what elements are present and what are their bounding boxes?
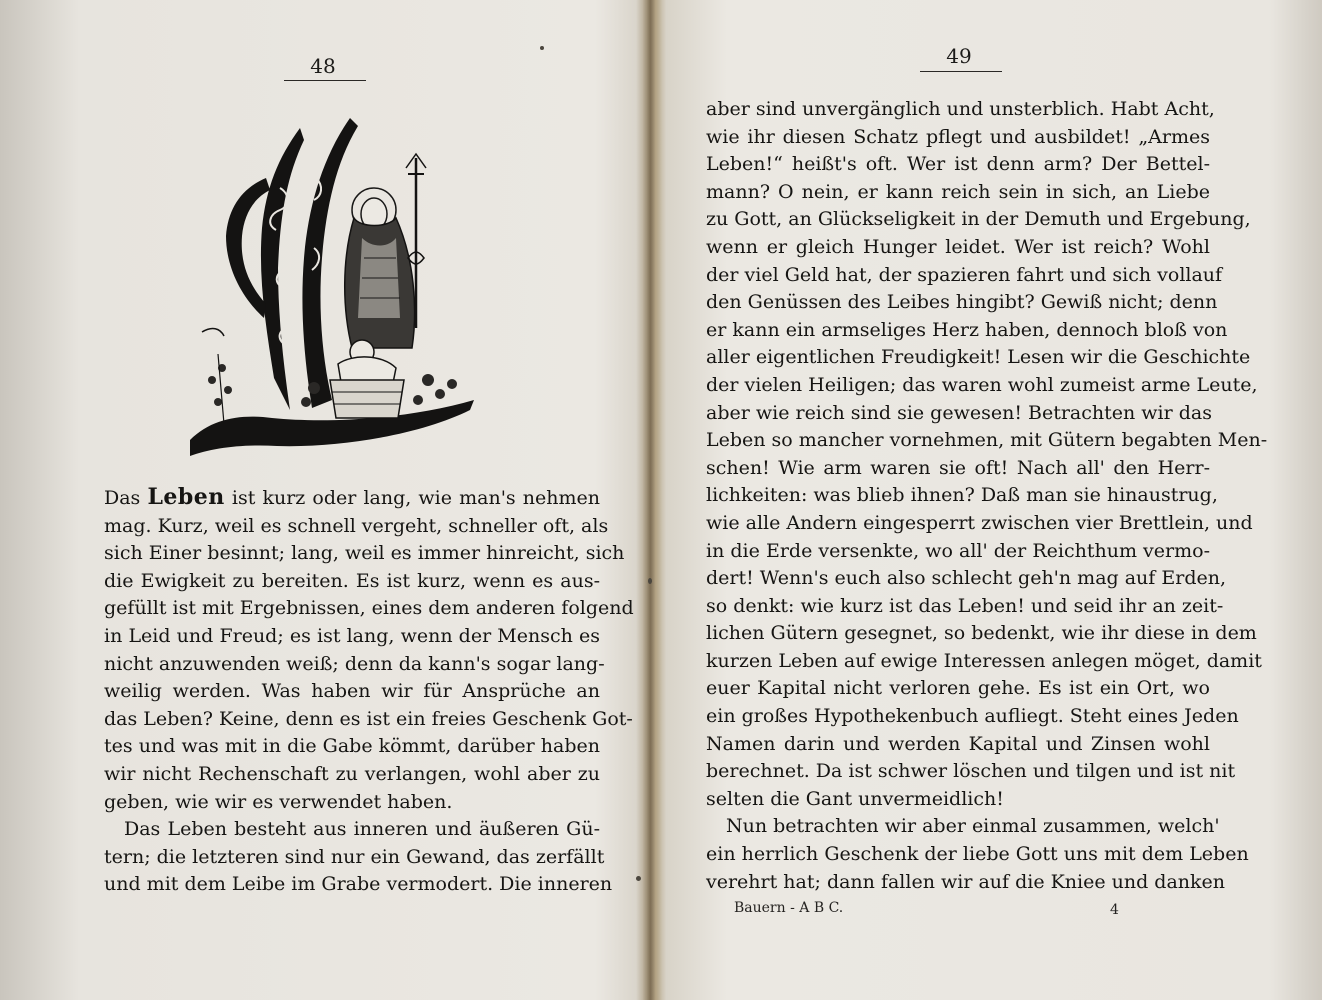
text-line: die Ewigkeit zu bereiten. Es ist kurz, wenn es aus- xyxy=(104,569,600,592)
text-line: weilig werden. Was haben wir für Ansprüche an xyxy=(104,680,600,703)
text-line: sich Einer besinnt; lang, weil es immer hinreicht, sich xyxy=(104,542,625,565)
page-number-right: 49 xyxy=(946,44,972,68)
text-line: aller eigentlichen Freudigkeit! Lesen wir die Geschichte xyxy=(706,346,1251,369)
text-line: dert! Wenn's euch also schlecht geh'n mag auf Erden, xyxy=(706,567,1227,590)
text-line: kurzen Leben auf ewige Interessen anlegen möget, damit xyxy=(706,649,1262,672)
decorated-initial-illustration xyxy=(182,118,482,458)
text-line: das Leben? Keine, denn es ist ein freies Geschenk Got- xyxy=(104,707,633,730)
text-line: mag. Kurz, weil es schnell vergeht, schneller oft, als xyxy=(104,514,609,537)
text-line: in Leid und Freud; es ist lang, wenn der Mensch es xyxy=(104,624,600,647)
text-line: mann? O nein, er kann reich sein in sich, an Liebe xyxy=(706,180,1210,203)
text-line: Das Leben ist kurz oder lang, wie man's nehmen xyxy=(104,484,600,510)
text-line: Das Leben besteht aus inneren und äußeren Gü- xyxy=(124,818,600,841)
text-line: lichkeiten: was blieb ihnen? Daß man sie hinaustrug, xyxy=(706,484,1218,507)
paper-speck xyxy=(636,876,641,881)
paper-speck xyxy=(540,46,544,50)
text-line: schen! Wie arm waren sie oft! Nach all' den Herr- xyxy=(706,456,1210,479)
text-line: wenn er gleich Hunger leidet. Wer ist reich? Wohl xyxy=(706,235,1210,258)
text-line: Leben so mancher vornehmen, mit Gütern begabten Men- xyxy=(706,429,1268,452)
text-line: aber sind unvergänglich und unsterblich. Habt Acht, xyxy=(706,98,1215,120)
signature-mark: Bauern - A B C. xyxy=(734,900,844,916)
text-line: wie alle Andern eingesperrt zwischen vier Brettlein, und xyxy=(706,511,1253,534)
text-line: und mit dem Leibe im Grabe vermodert. Die inneren xyxy=(104,873,613,896)
text-line: wie ihr diesen Schatz pflegt und ausbildet! „Armes xyxy=(706,125,1210,148)
gathering-number: 4 xyxy=(1110,902,1119,918)
drop-word-leben: Leben xyxy=(147,484,225,510)
text-line: der vielen Heiligen; das waren wohl zumeist arme Leute, xyxy=(706,373,1258,396)
text-line: wir nicht Rechenschaft zu verlangen, wohl aber zu xyxy=(104,762,600,785)
text-line: ein herrlich Geschenk der liebe Gott uns mit dem Leben xyxy=(706,843,1249,866)
text-line: tes und was mit in die Gabe kömmt, darüber haben xyxy=(104,735,600,758)
text-line: aber wie reich sind sie gewesen! Betrachten wir das xyxy=(706,401,1212,424)
text-line: zu Gott, an Glückseligkeit in der Demuth und Ergebung, xyxy=(706,208,1251,231)
header-rule-right xyxy=(920,71,1002,72)
text-line: geben, wie wir es verwendet haben. xyxy=(104,790,453,813)
text-line: so denkt: wie kurz ist das Leben! und seid ihr an zeit- xyxy=(706,594,1224,617)
text-line: er kann ein armseliges Herz haben, dennoch bloß von xyxy=(706,318,1228,341)
text-line: Leben!“ heißt's oft. Wer ist denn arm? Der Bettel- xyxy=(706,153,1210,176)
page-number-left: 48 xyxy=(310,54,336,78)
text-line: nicht anzuwenden weiß; denn da kann's sogar lang- xyxy=(104,652,605,675)
text-line: euer Kapital nicht verloren gehe. Es ist ein Ort, wo xyxy=(706,677,1210,700)
text-line: Nun betrachten wir aber einmal zusammen, welch' xyxy=(726,815,1220,838)
text-line: lichen Gütern gesegnet, so bedenkt, wie ihr diese in dem xyxy=(706,622,1257,645)
right-page xyxy=(658,0,1322,1000)
text-line: den Genüssen des Leibes hingibt? Gewiß nicht; denn xyxy=(706,291,1218,314)
text-line: in die Erde versenkte, wo all' der Reichthum vermo- xyxy=(706,539,1210,562)
text-line: der viel Geld hat, der spazieren fahrt und sich vollauf xyxy=(706,263,1223,286)
left-page-text xyxy=(104,484,634,899)
left-page xyxy=(0,0,650,1000)
text-line: verehrt hat; dann fallen wir auf die Kniee und danken xyxy=(706,870,1226,893)
text-line: selten die Gant unvermeidlich! xyxy=(706,787,1004,810)
text-line: gefüllt ist mit Ergebnissen, eines dem anderen folgend xyxy=(104,597,634,620)
paper-speck xyxy=(648,578,652,584)
text-line: ein großes Hypothekenbuch aufliegt. Steht eines Jeden xyxy=(706,705,1239,728)
text-line: tern; die letzteren sind nur ein Gewand, das zerfällt xyxy=(104,845,605,868)
text-line: berechnet. Da ist schwer löschen und tilgen und ist nit xyxy=(706,760,1236,783)
header-rule-left xyxy=(284,80,366,81)
text-line: Namen darin und werden Kapital und Zinsen wohl xyxy=(706,732,1210,755)
right-page-text xyxy=(706,96,1268,896)
